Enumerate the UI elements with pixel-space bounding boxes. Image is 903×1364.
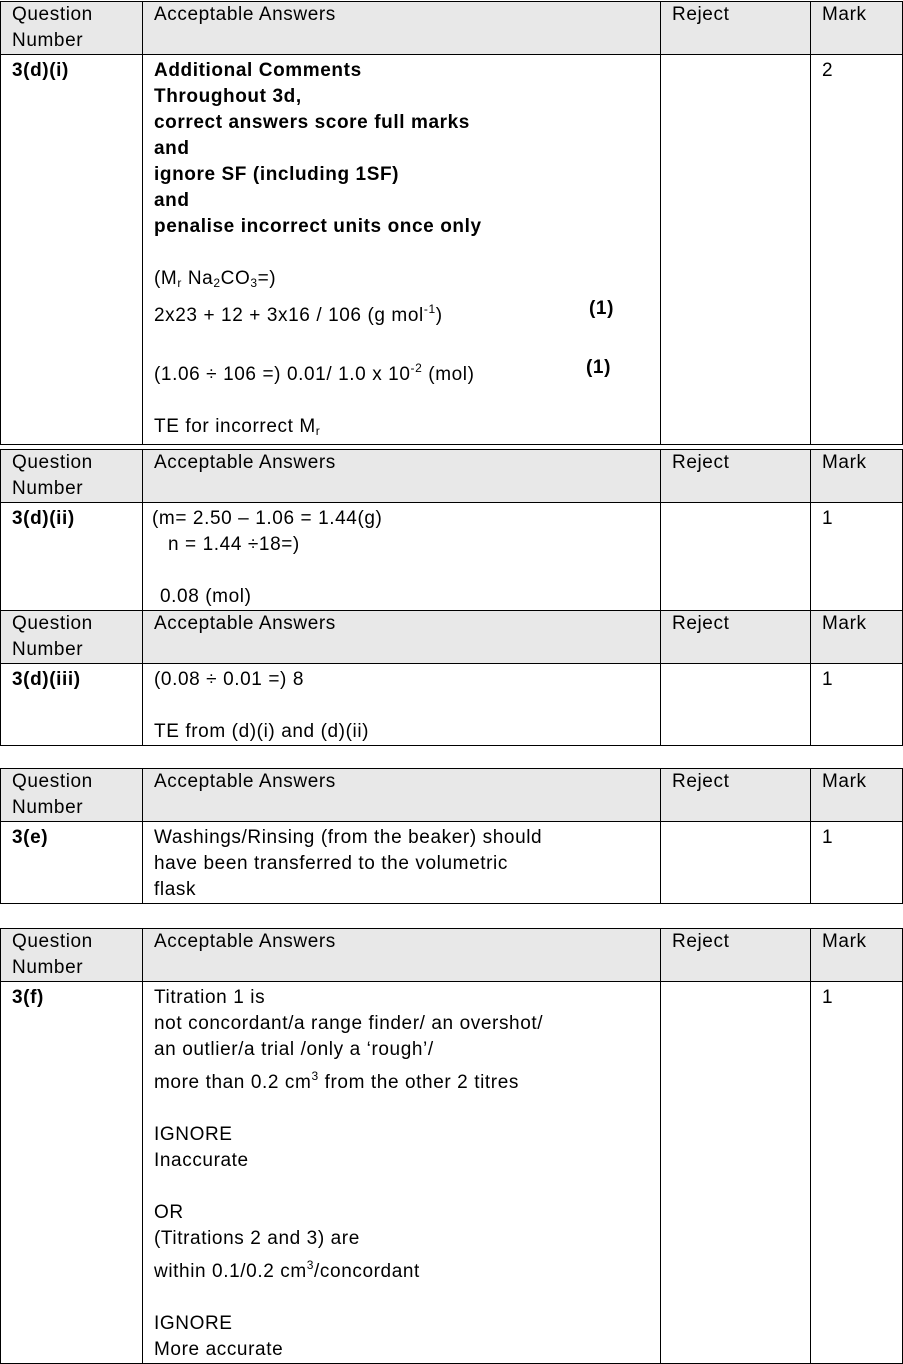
- header-row: Question Number Acceptable Answers Reject Mark: [1, 450, 903, 503]
- header-row: Question Number Acceptable Answers Reject Mark: [1, 769, 903, 822]
- mr-line: ($M_r$ $Na_2CO_3=$): [154, 268, 277, 290]
- question-number: 3(f): [12, 987, 44, 1008]
- calc-line-1: 2x23 + 12 + 3x16 / 106 (g mol$^{-1}$) (1): [154, 298, 615, 326]
- table-3e: [0, 768, 903, 904]
- answer-row: 3(d)(ii) (m= 2.50 – 1.06 = 1.44(g) n = 1.44 ÷18=) 0.08 (mol) 1: [1, 503, 903, 611]
- header-question: Question: [12, 4, 93, 25]
- te-line: TE for incorrect $M_r$: [154, 416, 321, 438]
- question-number: 3(d)(ii): [12, 508, 75, 529]
- header-acceptable-answers: Acceptable Answers: [154, 4, 336, 25]
- header-mark: Mark: [822, 4, 867, 25]
- answer-row: 3(d)(iii) (0.08 ÷ 0.01 =) 8 TE from (d)(i) and (d)(ii) 1: [1, 664, 903, 746]
- question-number: 3(d)(i): [12, 60, 69, 81]
- header-row: Question Number Acceptable Answers Reject Mark: [1, 2, 903, 55]
- mark-value: 2: [822, 60, 834, 81]
- header-row: Question Number Acceptable Answers Reject Mark: [1, 611, 903, 664]
- calc-line-2: (1.06 ÷ 106 =) 0.01/ 1.0 x $10^{-2}$ (mol) (1): [154, 357, 612, 385]
- question-number: 3(e): [12, 827, 49, 848]
- answer-row: 3(d)(i) Additional Comments Throughout 3d, correct answers score full marks and ignore SF (including 1SF) and penalise incorrect units once only ($M_r$ $Na_2CO_3=$) 2x23 + 12 + 3x16 / 106 (g mol$^{-1}$) (1) (1.06 ÷ 106 =) 0.01/ 1.0 x $10^{-2}$ (mol) (1) TE for incorrect $M_r$ 2: [1, 55, 903, 445]
- question-number: 3(d)(iii): [12, 669, 81, 690]
- mark-indicator: (1): [586, 357, 612, 378]
- answer-row: 3(f) Titration 1 is not concordant/a range finder/ an overshot/ an outlier/a trial /only a ‘rough’/ more than 0.2 $cm^3$ from the other 2 titres IGNORE Inaccurate OR (Titrations 2 and 3) are within 0.1/0.2 $cm^3$/concordant IGNORE More accurate 1: [1, 982, 903, 1364]
- mark-indicator: (1): [589, 298, 615, 319]
- table-3f: [0, 928, 903, 1364]
- answer-row: 3(e) Washings/Rinsing (from the beaker) should have been transferred to the volumetric flask 1: [1, 822, 903, 904]
- header-reject: Reject: [672, 4, 730, 25]
- header-row: Question Number Acceptable Answers Reject Mark: [1, 929, 903, 982]
- table-3di: [0, 1, 903, 445]
- table-3dii: [0, 449, 903, 746]
